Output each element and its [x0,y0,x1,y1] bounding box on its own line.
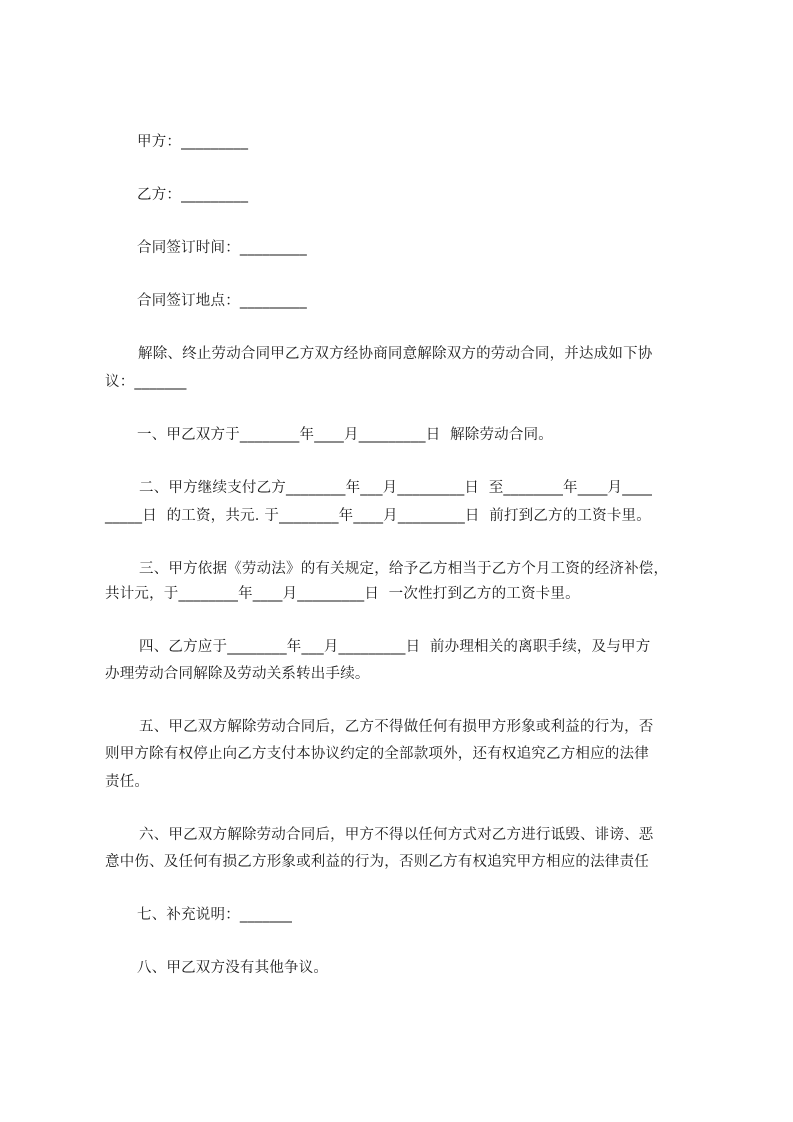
sign-place-line: 合同签订地点：_________ [137,293,307,309]
intro-line-2: 议：_______ [105,374,187,390]
clause-3-line-2: 共计元，于________年____月_________日 一次性打到乙方的工资卡里。 [105,586,580,602]
clause-2-line-1: 二、甲方继续支付乙方________年___月_________日 至________年____月____ [139,480,653,496]
clause-5-line-2: 则甲方除有权停止向乙方支付本协议约定的全部款项外，还有权追究乙方相应的法律 [105,746,649,762]
clause-1: 一、甲乙双方于________年____月_________日 解除劳动合同。 [137,427,553,443]
party-a-line: 甲方：_________ [137,134,249,150]
clause-2-line-2: _____日 的工资，共元. 于________年____月_________日 前打到乙方的工资卡里。 [105,508,651,524]
party-b-line: 乙方：_________ [137,187,249,203]
clause-7: 七、补充说明：_______ [137,907,293,923]
clause-4-line-2: 办理劳动合同解除及劳动关系转出手续。 [105,666,370,682]
clause-5-line-1: 五、甲乙双方解除劳动合同后，乙方不得做任何有损甲方形象或利益的行为，否 [139,719,654,735]
clause-4-line-1: 四、乙方应于________年___月_________日 前办理相关的离职手续，及与甲方 [139,639,651,655]
clause-5-line-3: 责任。 [105,774,150,790]
clause-6-line-2: 意中伤、及任何有损乙方形象或利益的行为，否则乙方有权追究甲方相应的法律责任 [105,854,649,870]
clause-8: 八、甲乙双方没有其他争议。 [137,960,329,976]
intro-line-1: 解除、终止劳动合同甲乙方双方经协商同意解除双方的劳动合同，并达成如下协 [138,346,653,362]
sign-time-line: 合同签订时间：_________ [137,240,307,256]
clause-6-line-1: 六、甲乙双方解除劳动合同后，甲方不得以任何方式对乙方进行诋毁、诽谤、恶 [139,827,654,843]
clause-3-line-1: 三、甲方依据《劳动法》的有关规定，给予乙方相当于乙方个月工资的经济补偿， [139,561,669,577]
